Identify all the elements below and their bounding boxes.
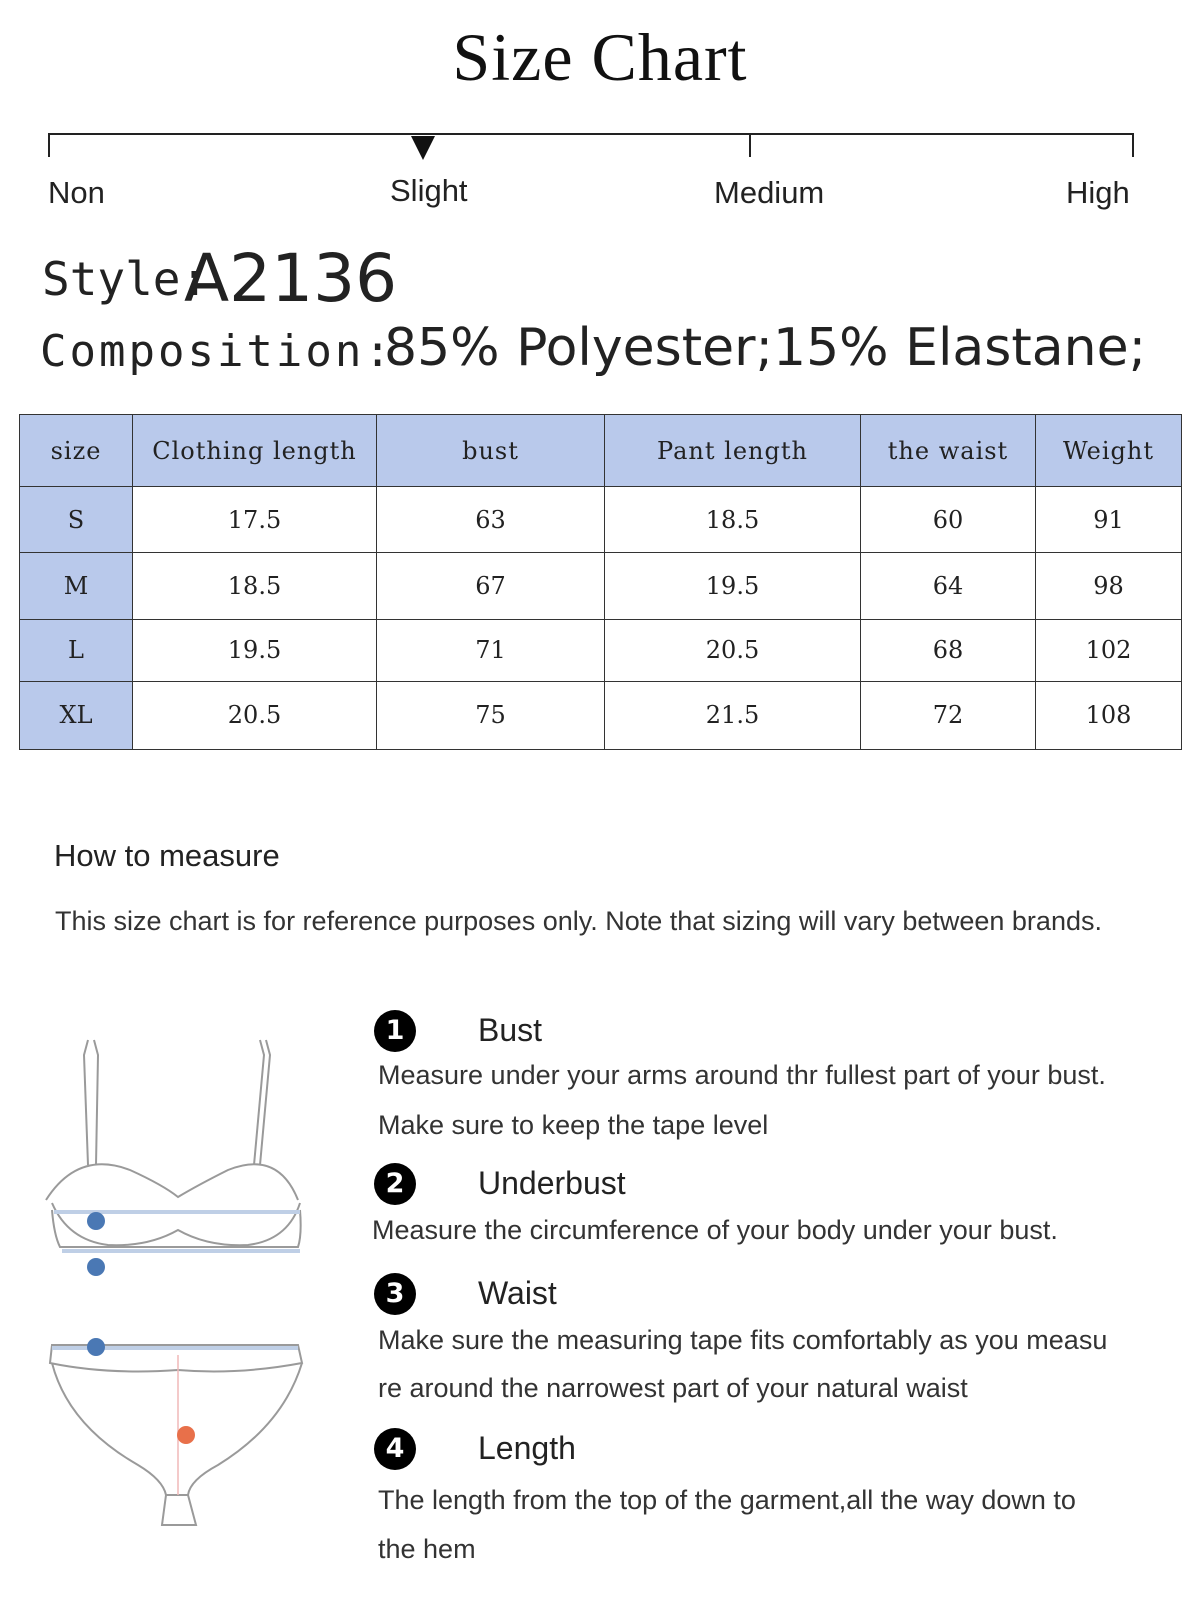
- table-cell: 68: [861, 619, 1036, 681]
- size-table: [19, 414, 1182, 750]
- table-cell: 18.5: [605, 487, 861, 553]
- measure-heading: Bust: [478, 1012, 543, 1048]
- size-cell: S: [20, 487, 133, 553]
- table-cell: 20.5: [133, 681, 377, 749]
- column-header: the waist: [861, 415, 1036, 487]
- table-cell: 60: [861, 487, 1036, 553]
- measure-text: re around the narrowest part of your natural waist: [378, 1373, 968, 1403]
- scale-tick: [749, 133, 751, 157]
- table-cell: 64: [861, 553, 1036, 619]
- composition-label: Composition:: [40, 326, 394, 377]
- column-header: bust: [377, 415, 605, 487]
- table-cell: 72: [861, 681, 1036, 749]
- number-3-icon: 3: [374, 1273, 416, 1315]
- measure-text: the hem: [378, 1534, 476, 1564]
- column-header: Pant length: [605, 415, 861, 487]
- measure-heading: Underbust: [478, 1165, 626, 1201]
- table-row: [20, 619, 1182, 681]
- size-cell: XL: [20, 681, 133, 749]
- scale-tick: [1132, 133, 1134, 157]
- scale-label-medium: Medium: [714, 175, 825, 210]
- measure-text: The length from the top of the garment,all the way down to: [378, 1485, 1076, 1515]
- number-4-icon: 4: [374, 1428, 416, 1470]
- table-cell: 75: [377, 681, 605, 749]
- table-cell: 98: [1036, 553, 1182, 619]
- composition-value: 85% Polyester;15% Elastane;: [384, 318, 1147, 378]
- size-cell: L: [20, 619, 133, 681]
- number-2-icon: 2: [374, 1163, 416, 1205]
- table-cell: 108: [1036, 681, 1182, 749]
- table-header-row: [20, 415, 1182, 487]
- bikini-diagram: [38, 1025, 328, 1545]
- table-cell: 91: [1036, 487, 1182, 553]
- measure-heading: Waist: [478, 1275, 557, 1311]
- style-value: A2136: [184, 240, 398, 317]
- scale-tick: [48, 133, 50, 157]
- table-cell: 102: [1036, 619, 1182, 681]
- table-cell: 19.5: [133, 619, 377, 681]
- reference-note: This size chart is for reference purposes only. Note that sizing will vary between brands.: [55, 906, 1102, 936]
- measure-text: Make sure the measuring tape fits comfortably as you measu: [378, 1325, 1108, 1355]
- size-cell: M: [20, 553, 133, 619]
- number-1-icon: 1: [374, 1010, 416, 1052]
- style-label: Style:: [42, 252, 209, 306]
- measure-text: Make sure to keep the tape level: [378, 1110, 769, 1140]
- scale-label-non: Non: [48, 175, 105, 210]
- how-to-measure-title: How to measure: [54, 838, 280, 873]
- column-header: size: [20, 415, 133, 487]
- scale-line: [48, 133, 1134, 135]
- scale-label-slight: Slight: [390, 173, 468, 208]
- table-row: [20, 681, 1182, 749]
- measure-text: Measure under your arms around thr fullest part of your bust.: [378, 1060, 1106, 1090]
- measure-text: Measure the circumference of your body under your bust.: [372, 1215, 1058, 1245]
- table-cell: 17.5: [133, 487, 377, 553]
- scale-label-high: High: [1066, 175, 1130, 210]
- column-header: Weight: [1036, 415, 1182, 487]
- table-row: [20, 553, 1182, 619]
- table-cell: 18.5: [133, 553, 377, 619]
- table-row: [20, 487, 1182, 553]
- table-cell: 20.5: [605, 619, 861, 681]
- stretch-marker-icon: [411, 136, 435, 160]
- page-title: Size Chart: [452, 19, 748, 95]
- measure-heading: Length: [478, 1430, 576, 1466]
- table-cell: 21.5: [605, 681, 861, 749]
- table-cell: 67: [377, 553, 605, 619]
- table-cell: 19.5: [605, 553, 861, 619]
- table-cell: 63: [377, 487, 605, 553]
- column-header: Clothing length: [133, 415, 377, 487]
- table-cell: 71: [377, 619, 605, 681]
